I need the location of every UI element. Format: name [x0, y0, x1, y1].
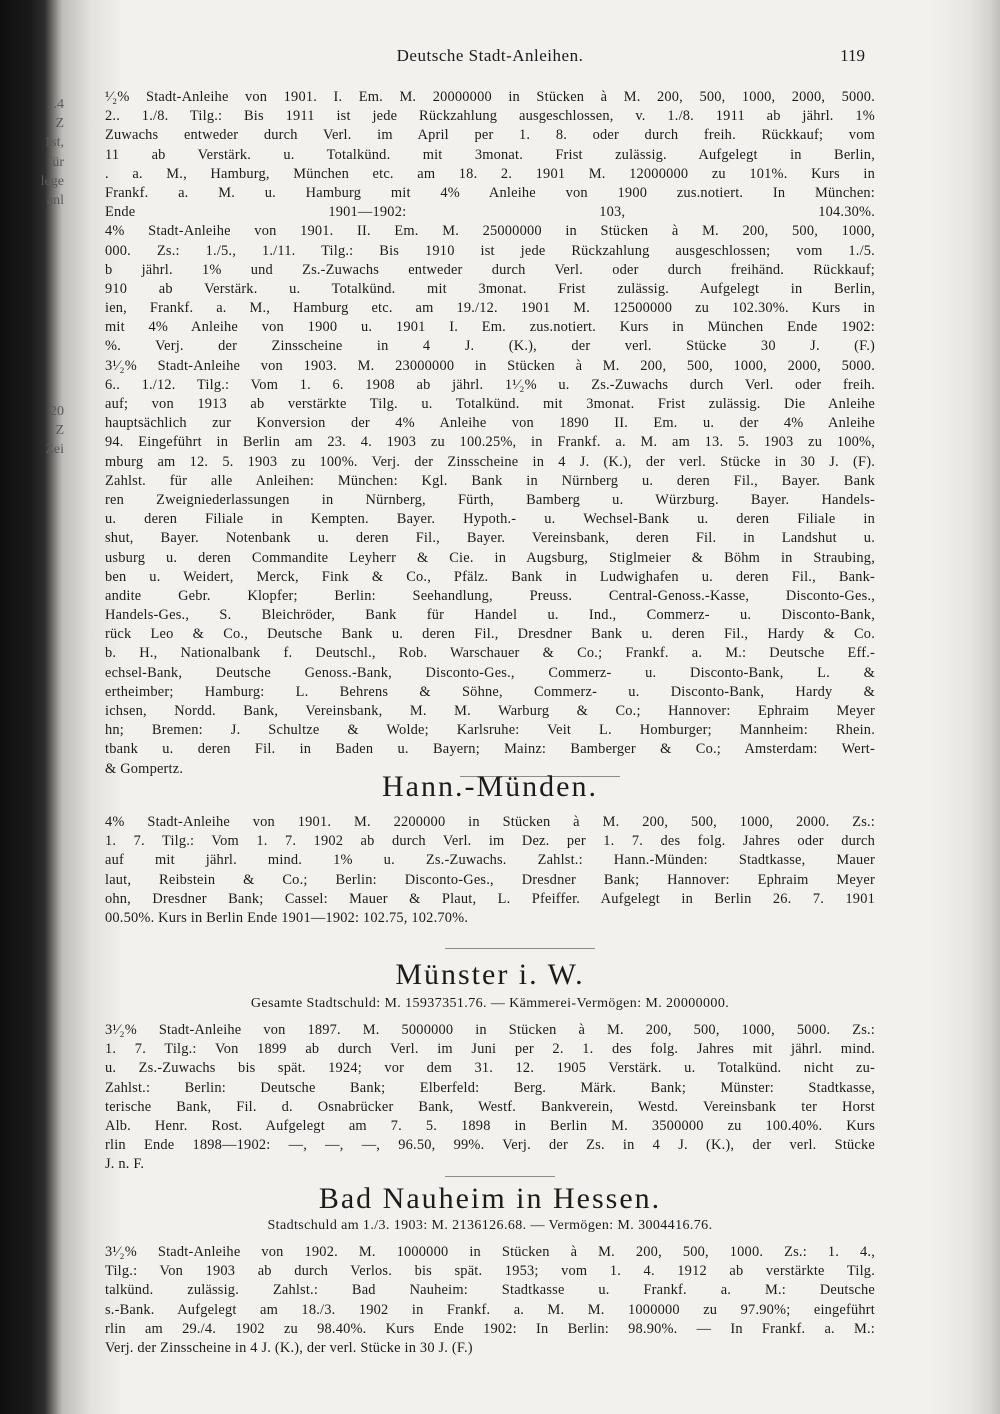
muenster-section — [105, 1021, 875, 1175]
gutter-fragment: 1st, — [44, 135, 64, 151]
gutter-fragment — [0, 690, 64, 709]
text-line: talkünd. zulässig. Zahlst.: Bad Nauheim: Stadtkasse u. Frankf. a. M.: Deutsche — [105, 1282, 875, 1299]
gutter-fragment — [0, 671, 64, 690]
text-line: auf; von 1913 ab verstärkte Tilg. u. Totalkünd. mit 3monat. Frist zulässig. Die Anleihe — [105, 396, 875, 412]
gutter-fragment — [0, 536, 64, 555]
text-line: rück Leo & Co., Deutsche Bank u. deren Fil., Dresdner Bank u. deren Fil., Hardy & Co. — [105, 626, 875, 643]
text-line: . a. M., Hamburg, München etc. am 18. 2. 1901 M. 12000000 zu 101%. Kurs in — [105, 165, 875, 182]
gutter-fragment — [0, 556, 64, 575]
gutter-fragment — [0, 747, 64, 766]
running-header — [105, 46, 875, 70]
text-line: ichsen, Nordd. Bank, Vereinsbank, M. M. Warburg & Co.; Hannover: Ephraim Meyer — [105, 703, 875, 719]
gutter-fragment — [0, 517, 64, 536]
nauheim-debt-info: Stadtschuld am 1./3. 1903: M. 2136126.68. — Vermögen: M. 3004416.76. — [267, 1218, 713, 1233]
text-line: 94. Eingeführt in Berlin am 23. 4. 1903 zu 100.25%, in Frankf. a. M. am 13. 5. 1903 zu 100%, — [105, 434, 875, 451]
text-line: ien, Frankf. a. M., Hamburg etc. am 19./12. 1901 M. 12500000 zu 102.30%. Kurs in — [105, 300, 875, 317]
text-line: Verj. der Zinsscheine in 4 J. (K.), der verl. Stücke in 30 J. (F.) — [105, 1339, 473, 1356]
text-line: b. H., Nationalbank f. Deutschl., Rob. Warschauer & Co.; Frankf. a. M.: Deutsche Eff.- — [105, 645, 875, 662]
text-line: Zahlst.: Berlin: Deutsche Bank; Elberfeld: Berg. Märk. Bank; Münster: Stadtkasse, — [105, 1079, 875, 1096]
gutter-fragment — [0, 479, 64, 498]
text-line: laut, Reibstein & Co.; Berlin: Disconto-Ges., Dresdner Bank; Hannover: Ephraim Meyer — [105, 871, 875, 888]
text-line: Tilg.: Von 1903 ab durch Verlos. bis spät. 1953; vom 1. 4. 1912 ab verstärkte Tilg. — [105, 1263, 875, 1280]
text-line: b jährl. 1% und Zs.-Zuwachs entweder durch Verl. oder durch freihänd. Rückkauf; — [105, 261, 875, 278]
gutter-fragment — [0, 651, 64, 670]
text-line: 4% Stadt-Anleihe von 1901. II. Em. M. 25000000 in Stücken à M. 200, 500, 1000, — [105, 223, 875, 240]
text-line: Alb. Henr. Rost. Aufgelegt am 7. 5. 1898 in Berlin M. 3500000 zu 100.40%. Kurs — [105, 1117, 875, 1134]
text-line: Handels-Ges., S. Bleichröder, Bank für Handel u. Ind., Commerz- u. Disconto-Bank, — [105, 607, 875, 624]
text-line: Zahlst. für alle Anleihen: München: Kgl. Bank in Nürnberg u. deren Fil., Bayer. Bank — [105, 472, 875, 489]
text-line: andite Gebr. Klopfer; Berlin: Seehandlung, Preuss. Central-Genoss.-Kasse, Disconto-Ges., — [105, 587, 875, 604]
section-heading-muenster: Münster i. W. — [395, 958, 585, 991]
gutter-fragment: 20 — [50, 404, 64, 419]
gutter-fragment — [0, 728, 64, 747]
gutter-fragment — [0, 210, 64, 229]
text-line: 2.. 1./8. Tilg.: Bis 1911 ist jede Rückzahlung ausgeschlossen, v. 1./8. 1911 ab jährl. 1% — [105, 108, 875, 125]
text-line: ¹⁄₂% Stadt-Anleihe von 1901. I. Em. M. 20000000 in Stücken à M. 200, 500, 1000, 2000, 5000. — [105, 89, 875, 105]
gutter-fragment — [0, 594, 64, 613]
text-line: Ende 1901—1902: 103, 104.30%. — [105, 204, 875, 221]
gutter-fragment — [0, 249, 64, 268]
text-line: rlin am 29./4. 1902 zu 98.40%. Kurs Ende 1902: In Berlin: 98.90%. — In Frankf. a. M.: — [105, 1320, 875, 1337]
text-line: 3¹⁄₂% Stadt-Anleihe von 1903. M. 23000000 in Stücken à M. 200, 500, 1000, 2000, 5000. — [105, 357, 875, 374]
gutter-fragment — [0, 460, 64, 479]
gutter-fragment — [0, 575, 64, 594]
text-line: 00.50%. Kurs in Berlin Ende 1901—1902: 102.75, 102.70%. — [105, 909, 469, 926]
text-line: auf mit jährl. mind. 1% u. Zs.-Zuwachs. Zahlst.: Hann.-Münden: Stadtkasse, Mauer — [105, 852, 875, 869]
text-line: shut, Bayer. Notenbank u. deren Fil., Bayer. Vereinsbank, deren Fil. in Landshut u. — [105, 530, 875, 547]
gutter-fragment — [0, 364, 64, 383]
text-line: 3¹⁄₂% Stadt-Anleihe von 1897. M. 5000000 in Stücken à M. 200, 500, 1000, 5000. Zs.: — [105, 1022, 875, 1038]
gutter-fragment — [0, 306, 64, 325]
gutter-fragment — [0, 709, 64, 728]
text-line: 6.. 1./12. Tilg.: Vom 1. 6. 1908 ab jährl. 1¹⁄₂% u. Zs.-Zuwachs durch Verl. oder freih. — [105, 376, 875, 393]
text-line: hn; Bremen: J. Schultze & Wolde; Karlsruhe: Veit L. Homburger; Mannheim: Rhein. — [105, 722, 875, 739]
text-line: & Gompertz. — [105, 760, 184, 777]
text-line: J. n. F. — [105, 1156, 145, 1173]
binding-gutter — [0, 0, 120, 1414]
gutter-fragment: Z — [55, 423, 64, 439]
text-line: 910 ab Verstärk. u. Totalkünd. mit 3monat. Frist zulässig. Aufgelegt in Berlin, — [105, 280, 875, 297]
munich-loans-section — [105, 88, 875, 779]
gutter-fragment — [0, 268, 64, 287]
text-line: ben u. Weidert, Merck, Fink & Co., Pfälz. Bank in Ludwighafen u. deren Fil., Bank- — [105, 568, 875, 585]
text-line: Zuwachs entweder durch Verl. im April per 1. 8. oder durch freih. Rückkauf; vom — [105, 127, 875, 144]
text-line: 000. Zs.: 1./5., 1./11. Tilg.: Bis 1910 ist jede Rückzahlung ausgeschlossen; vom 1./5. — [105, 242, 875, 259]
text-line: %. Verj. der Zinsscheine in 4 J. (K.), der verl. Stücke 30 J. (F.) — [105, 338, 875, 355]
gutter-fragment: Zei — [45, 442, 64, 458]
text-line: mit 4% Anleihe von 1900 u. 1901 I. Em. zus.notiert. Kurs in München Ende 1902: — [105, 319, 875, 336]
bad-nauheim-section — [105, 1243, 875, 1358]
text-line: u. deren Filiale in Kempten. Bayer. Hypoth.- u. Wechsel-Bank u. deren Filiale in — [105, 511, 875, 528]
document-page — [105, 0, 875, 1414]
section-divider — [445, 1176, 555, 1177]
page-number: 119 — [840, 46, 865, 65]
section-divider — [445, 948, 595, 949]
text-line: ren Zweigniederlassungen in Nürnberg, Fürth, Bamberg u. Würzburg. Bayer. Handels- — [105, 491, 875, 508]
section-heading-hann-muenden: Hann.-Münden. — [382, 770, 598, 803]
text-line: terische Bank, Fil. d. Osnabrücker Bank, Westf. Bankverein, Westd. Vereinsbank ter Horst — [105, 1098, 875, 1115]
gutter-fragment — [0, 613, 64, 632]
text-line: Frankf. a. M. u. Hamburg mit 4% Anleihe von 1900 zus.notiert. In München: — [105, 184, 875, 201]
page-edge-shadow — [930, 0, 1000, 1414]
hann-muenden-section — [105, 813, 875, 928]
text-line: ertheimber; Hamburg: L. Behrens & Söhne, Commerz- u. Disconto-Bank, Hardy & — [105, 683, 875, 700]
text-line: ohn, Dresdner Bank; Cassel: Mauer & Plaut, L. Pfeiffer. Aufgelegt in Berlin 26. 7. 1901 — [105, 890, 875, 907]
text-line: 3¹⁄₂% Stadt-Anleihe von 1902. M. 1000000 in Stücken à M. 200, 500, 1000. Zs.: 1. 4., — [105, 1244, 875, 1260]
gutter-fragment — [0, 383, 64, 402]
text-line: 1. 7. Tilg.: Von 1899 ab durch Verl. im Juni per 2. 1. des folg. Jahres mit jährl. mind. — [105, 1041, 875, 1058]
gutter-fragment — [0, 344, 64, 363]
text-line: hauptsächlich zur Konversion der 4% Anleihe von 1890 II. Em. u. der 4% Anleihe — [105, 415, 875, 432]
gutter-fragment: lege — [40, 173, 64, 189]
text-line: mburg am 12. 5. 1903 zu 100%. Verj. der Zinsscheine in 4 J. (K.), der verl. Stücke in 30 J. (F). — [105, 453, 875, 470]
gutter-fragment — [0, 632, 64, 651]
text-line: 1. 7. Tilg.: Vom 1. 7. 1902 ab durch Verl. im Dez. per 1. 7. des folg. Jahres oder durch — [105, 833, 875, 850]
text-line: u. Zs.-Zuwachs bis spät. 1924; vor dem 31. 12. 1905 Verstärk. u. Totalkünd. nicht zu- — [105, 1060, 875, 1077]
facing-page-fragments — [0, 95, 64, 795]
section-heading-bad-nauheim: Bad Nauheim in Hessen. — [318, 1182, 662, 1215]
gutter-fragment: 1.4 — [46, 97, 64, 112]
gutter-fragment — [0, 229, 64, 248]
gutter-fragment: Z — [55, 116, 64, 132]
header-title: Deutsche Stadt-Anleihen. — [396, 46, 584, 65]
gutter-fragment — [0, 498, 64, 517]
text-line: 11 ab Verstärk. u. Totalkünd. mit 3monat. Frist zulässig. Aufgelegt in Berlin, — [105, 146, 875, 163]
text-line: usburg u. deren Commandite Leyherr & Cie. in Augsburg, Stiglmeier & Böhm in Straubing, — [105, 549, 875, 566]
gutter-fragment — [0, 287, 64, 306]
gutter-fragment — [0, 325, 64, 344]
muenster-debt-info: Gesamte Stadtschuld: M. 15937351.76. — Kämmerei-Vermögen: M. 20000000. — [250, 996, 730, 1011]
text-line: s.-Bank. Aufgelegt am 18./3. 1902 in Frankf. a. M. M. 1000000 zu 97.90%; eingeführt — [105, 1301, 875, 1318]
gutter-fragment: für — [47, 154, 64, 170]
text-line: tbank u. deren Fil. in Baden u. Bayern; Mainz: Bamberger & Co.; Amsterdam: Wert- — [105, 741, 875, 758]
text-line: echsel-Bank, Deutsche Genoss.-Bank, Disconto-Ges., Commerz- u. Disconto-Bank, L. & — [105, 664, 875, 681]
text-line: 4% Stadt-Anleihe von 1901. M. 2200000 in Stücken à M. 200, 500, 1000, 2000. Zs.: — [105, 814, 875, 830]
gutter-fragment: anl — [46, 192, 64, 208]
text-line: rlin Ende 1898—1902: —, —, —, 96.50, 99%. Verj. der Zs. in 4 J. (K.), der verl. Stücke — [105, 1137, 875, 1154]
